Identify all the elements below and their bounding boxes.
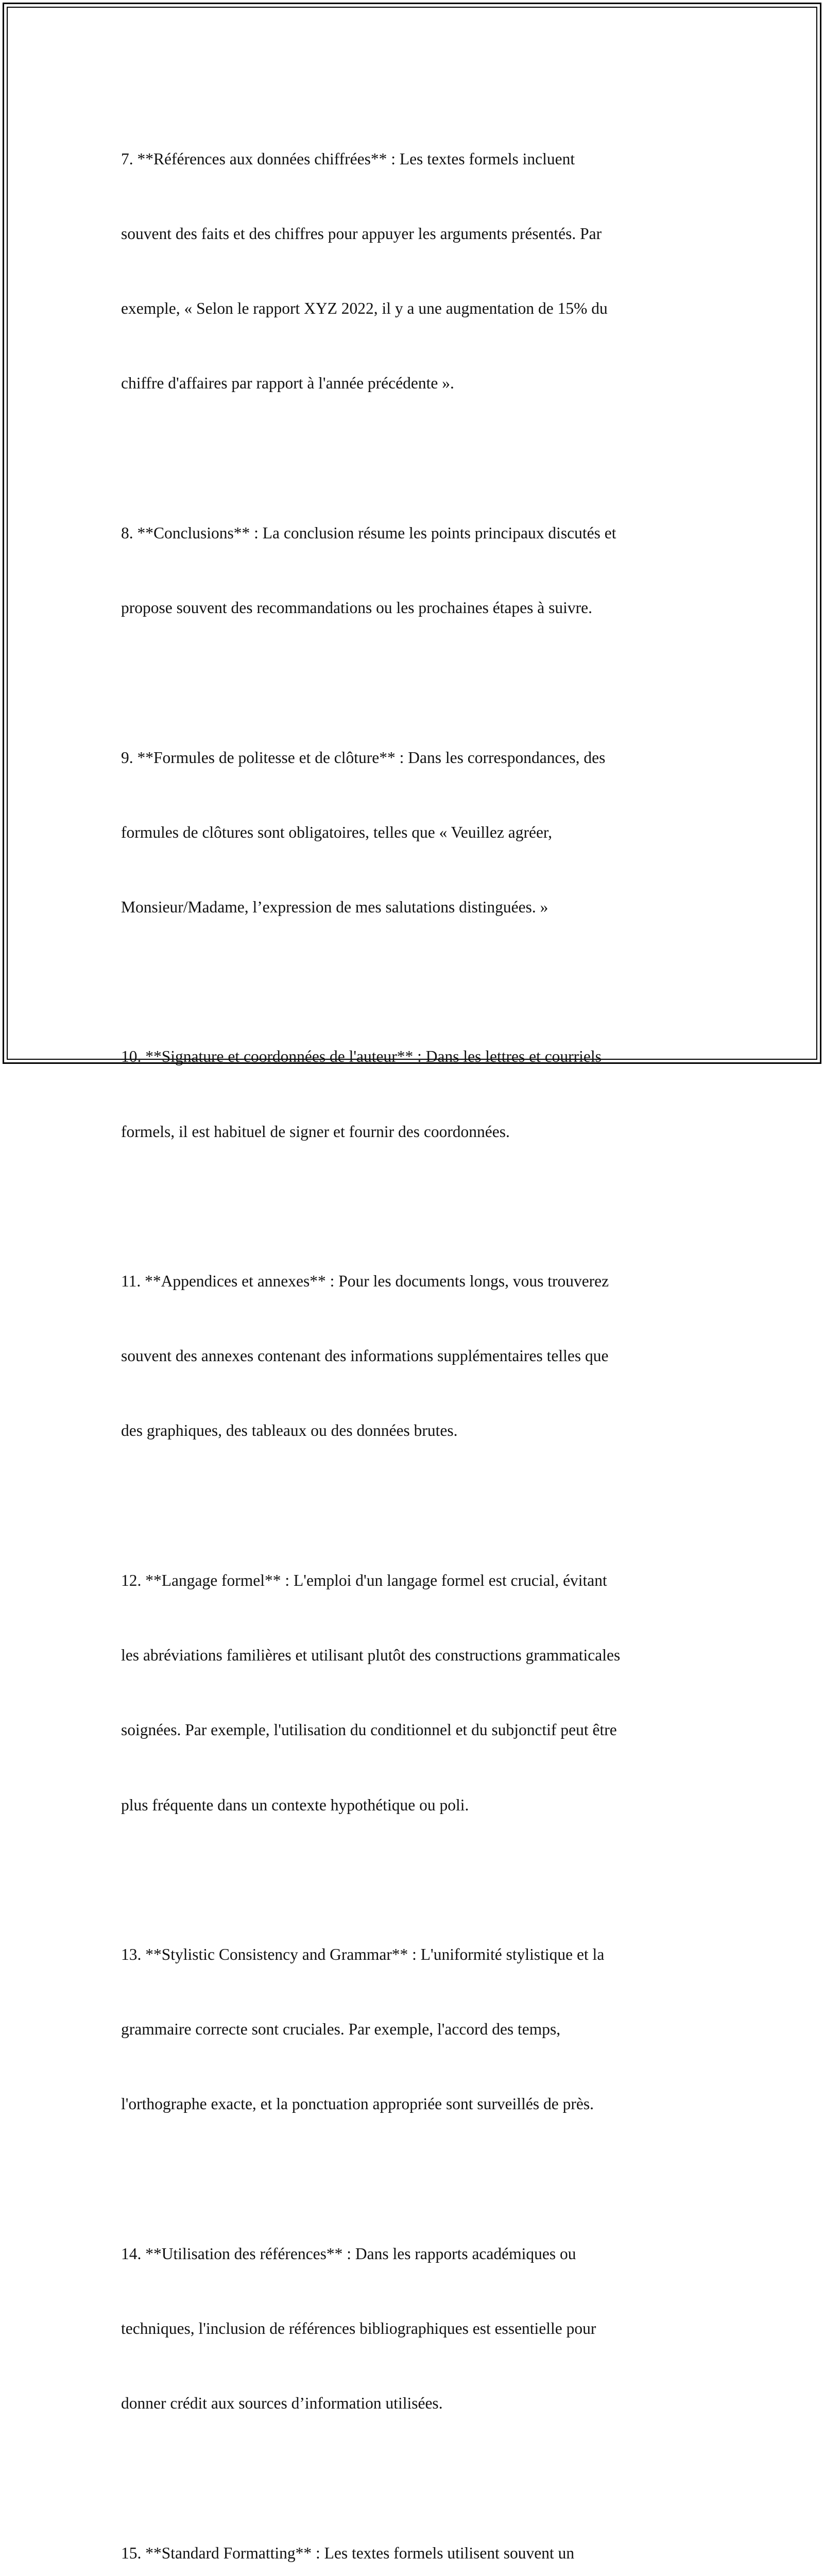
text-line: les abréviations familières et utilisant plutôt des constructions grammaticales — [121, 1646, 621, 1665]
list-item-9 — [121, 696, 708, 970]
text-line: 10. **Signature et coordonnées de l'auteur** : Dans les lettres et courriels — [121, 1047, 602, 1066]
text-line: exemple, « Selon le rapport XYZ 2022, il y a une augmentation de 15% du — [121, 299, 608, 318]
text-line: formules de clôtures sont obligatoires, telles que « Veuillez agréer, — [121, 823, 553, 841]
text-line: grammaire correcte sont cruciales. Par exemple, l'accord des temps, — [121, 2020, 561, 2039]
text-line: 11. **Appendices et annexes** : Pour les documents longs, vous trouverez — [121, 1272, 609, 1291]
list-item-13 — [121, 1892, 708, 2166]
text-line: des graphiques, des tableaux ou des données brutes. — [121, 1421, 458, 1440]
list-item-11 — [121, 1219, 708, 1493]
text-line: Monsieur/Madame, l’expression de mes salutations distinguées. » — [121, 897, 548, 916]
text-line: 7. **Références aux données chiffrées** : Les textes formels incluent — [121, 149, 575, 168]
list-item-15 — [121, 2491, 708, 2576]
text-line: 14. **Utilisation des références** : Dans les rapports académiques ou — [121, 2244, 576, 2263]
text-line: l'orthographe exacte, et la ponctuation appropriée sont surveillés de près. — [121, 2095, 594, 2113]
document-body — [121, 97, 708, 2576]
text-line: 12. **Langage formel** : L'emploi d'un langage formel est crucial, évitant — [121, 1571, 607, 1589]
list-item-12 — [121, 1518, 708, 1868]
list-item-7 — [121, 97, 708, 446]
text-line: souvent des faits et des chiffres pour appuyer les arguments présentés. Par — [121, 225, 602, 243]
text-line: 9. **Formules de politesse et de clôture** : Dans les correspondances, des — [121, 748, 606, 767]
text-line: techniques, l'inclusion de références bibliographiques est essentielle pour — [121, 2319, 596, 2338]
text-line: souvent des annexes contenant des informations supplémentaires telles que — [121, 1347, 609, 1365]
text-line: propose souvent des recommandations ou les prochaines étapes à suivre. — [121, 599, 592, 617]
text-line: 15. **Standard Formatting** : Les textes formels utilisent souvent un — [121, 2544, 575, 2562]
list-item-14 — [121, 2192, 708, 2466]
text-line: donner crédit aux sources d’information utilisées. — [121, 2394, 443, 2413]
text-line: 13. **Stylistic Consistency and Grammar** : L'uniformité stylistique et la — [121, 1945, 605, 1963]
text-line: plus fréquente dans un contexte hypothétique ou poli. — [121, 1795, 469, 1814]
text-line: chiffre d'affaires par rapport à l'année précédente ». — [121, 374, 454, 393]
list-item-8 — [121, 471, 708, 670]
text-line: soignées. Par exemple, l'utilisation du conditionnel et du subjonctif peut être — [121, 1721, 617, 1739]
text-line: 8. **Conclusions** : La conclusion résume les points principaux discutés et — [121, 523, 616, 542]
text-line: formels, il est habituel de signer et fournir des coordonnées. — [121, 1122, 510, 1141]
list-item-10 — [121, 995, 708, 1194]
